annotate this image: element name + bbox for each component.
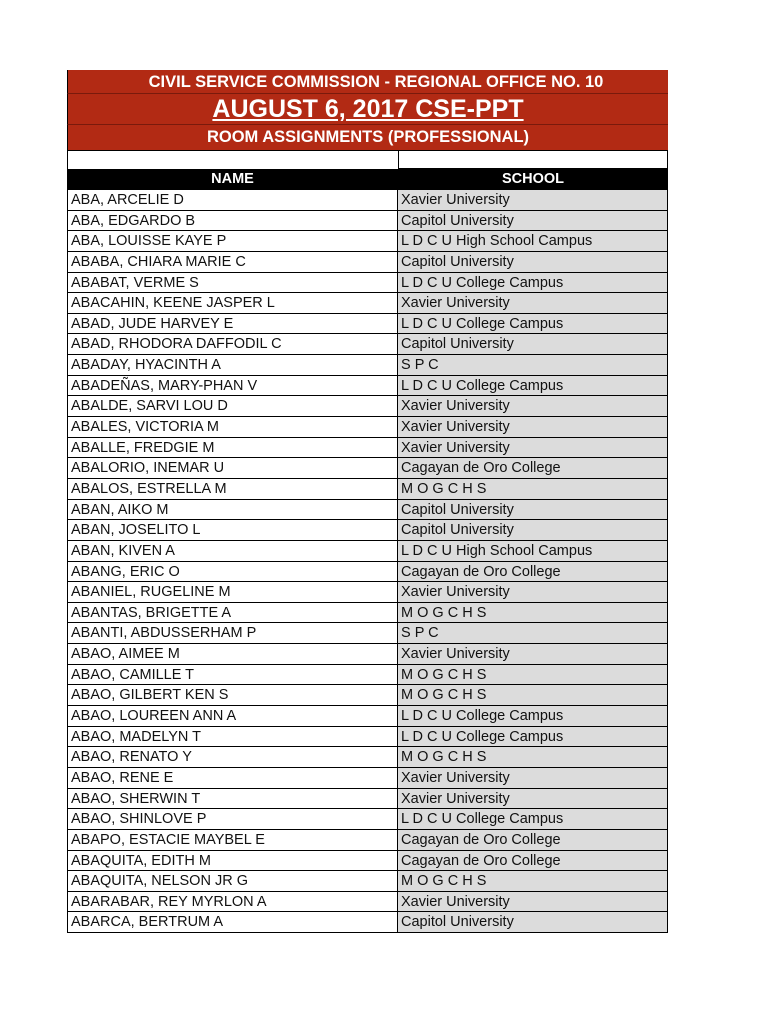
table-body xyxy=(67,190,668,933)
table-row xyxy=(68,603,668,624)
blank-row xyxy=(67,150,668,169)
table-row xyxy=(68,789,668,810)
school-cell: Xavier University xyxy=(398,789,668,809)
name-cell: ABAQUITA, NELSON JR G xyxy=(68,871,398,891)
school-cell: M O G C H S xyxy=(398,479,668,499)
school-cell: Capitol University xyxy=(398,520,668,540)
school-cell: L D C U High School Campus xyxy=(398,541,668,561)
name-cell: ABANTI, ABDUSSERHAM P xyxy=(68,623,398,643)
school-cell: Xavier University xyxy=(398,892,668,912)
table-row xyxy=(68,252,668,273)
table-row xyxy=(68,417,668,438)
school-cell: Cagayan de Oro College xyxy=(398,830,668,850)
name-cell: ABAO, SHERWIN T xyxy=(68,789,398,809)
name-cell: ABAO, SHINLOVE P xyxy=(68,809,398,829)
name-cell: ABA, LOUISSE KAYE P xyxy=(68,231,398,251)
table-row xyxy=(68,871,668,892)
school-cell: Capitol University xyxy=(398,912,668,932)
name-cell: ABAN, JOSELITO L xyxy=(68,520,398,540)
school-cell: L D C U College Campus xyxy=(398,273,668,293)
name-cell: ABAO, CAMILLE T xyxy=(68,665,398,685)
school-cell: Xavier University xyxy=(398,644,668,664)
table-row xyxy=(68,851,668,872)
table-row xyxy=(68,830,668,851)
name-cell: ABAO, GILBERT KEN S xyxy=(68,685,398,705)
table-row xyxy=(68,355,668,376)
name-cell: ABAO, LOUREEN ANN A xyxy=(68,706,398,726)
column-header-school: SCHOOL xyxy=(501,171,565,187)
table-row xyxy=(68,231,668,252)
table-row xyxy=(68,644,668,665)
table-row xyxy=(68,665,668,686)
room-assignments-subtitle: ROOM ASSIGNMENTS (PROFESSIONAL) xyxy=(67,125,668,150)
name-cell: ABALOS, ESTRELLA M xyxy=(68,479,398,499)
name-cell: ABAO, RENATO Y xyxy=(68,747,398,767)
school-cell: M O G C H S xyxy=(398,603,668,623)
school-cell: Cagayan de Oro College xyxy=(398,562,668,582)
column-header-name: NAME xyxy=(211,171,254,187)
name-cell: ABALES, VICTORIA M xyxy=(68,417,398,437)
table-row xyxy=(68,582,668,603)
table-row xyxy=(68,727,668,748)
school-cell: Xavier University xyxy=(398,768,668,788)
school-cell: Xavier University xyxy=(398,417,668,437)
table-row xyxy=(68,520,668,541)
school-cell: Cagayan de Oro College xyxy=(398,851,668,871)
table-row xyxy=(68,334,668,355)
name-cell: ABANG, ERIC O xyxy=(68,562,398,582)
table-row xyxy=(68,562,668,583)
name-cell: ABAD, RHODORA DAFFODIL C xyxy=(68,334,398,354)
table-row xyxy=(68,623,668,644)
exam-date-title: AUGUST 6, 2017 CSE-PPT xyxy=(67,93,668,125)
name-cell: ABADEÑAS, MARY-PHAN V xyxy=(68,376,398,396)
school-cell: Xavier University xyxy=(398,582,668,602)
school-cell: S P C xyxy=(398,623,668,643)
name-cell: ABAPO, ESTACIE MAYBEL E xyxy=(68,830,398,850)
name-cell: ABAO, AIMEE M xyxy=(68,644,398,664)
organization-title: CIVIL SERVICE COMMISSION - REGIONAL OFFICE NO. 10 xyxy=(67,70,668,93)
name-cell: ABACAHIN, KEENE JASPER L xyxy=(68,293,398,313)
school-cell: L D C U College Campus xyxy=(398,727,668,747)
table-row xyxy=(68,438,668,459)
table-row xyxy=(68,479,668,500)
school-cell: L D C U College Campus xyxy=(398,376,668,396)
school-cell: Capitol University xyxy=(398,334,668,354)
school-cell: M O G C H S xyxy=(398,665,668,685)
name-cell: ABALORIO, INEMAR U xyxy=(68,458,398,478)
school-cell: M O G C H S xyxy=(398,871,668,891)
name-cell: ABAN, KIVEN A xyxy=(68,541,398,561)
name-cell: ABARABAR, REY MYRLON A xyxy=(68,892,398,912)
table-row xyxy=(68,293,668,314)
name-cell: ABA, EDGARDO B xyxy=(68,211,398,231)
blank-cell xyxy=(68,150,399,169)
name-cell: ABANIEL, RUGELINE M xyxy=(68,582,398,602)
table-row xyxy=(68,809,668,830)
table-row xyxy=(68,314,668,335)
name-cell: ABAO, RENE E xyxy=(68,768,398,788)
table-row xyxy=(68,541,668,562)
school-cell: Cagayan de Oro College xyxy=(398,458,668,478)
table-row xyxy=(68,396,668,417)
table-row xyxy=(68,458,668,479)
table-row xyxy=(68,706,668,727)
name-cell: ABAO, MADELYN T xyxy=(68,727,398,747)
school-cell: M O G C H S xyxy=(398,685,668,705)
table-header xyxy=(67,169,668,190)
school-cell: Capitol University xyxy=(398,211,668,231)
table-row xyxy=(68,190,668,211)
school-cell: S P C xyxy=(398,355,668,375)
school-cell: Capitol University xyxy=(398,500,668,520)
school-cell: Xavier University xyxy=(398,438,668,458)
school-cell: Xavier University xyxy=(398,396,668,416)
name-cell: ABAN, AIKO M xyxy=(68,500,398,520)
school-cell: M O G C H S xyxy=(398,747,668,767)
table-row xyxy=(68,892,668,913)
school-cell: Xavier University xyxy=(398,293,668,313)
school-cell: L D C U College Campus xyxy=(398,809,668,829)
spreadsheet xyxy=(67,70,668,933)
school-cell: L D C U College Campus xyxy=(398,706,668,726)
name-cell: ABANTAS, BRIGETTE A xyxy=(68,603,398,623)
name-cell: ABAD, JUDE HARVEY E xyxy=(68,314,398,334)
name-cell: ABABAT, VERME S xyxy=(68,273,398,293)
table-row xyxy=(68,211,668,232)
name-cell: ABAQUITA, EDITH M xyxy=(68,851,398,871)
table-row xyxy=(68,376,668,397)
school-cell: Capitol University xyxy=(398,252,668,272)
table-row xyxy=(68,747,668,768)
table-row xyxy=(68,273,668,294)
name-cell: ABARCA, BERTRUM A xyxy=(68,912,398,932)
name-cell: ABA, ARCELIE D xyxy=(68,190,398,210)
name-cell: ABALLE, FREDGIE M xyxy=(68,438,398,458)
name-cell: ABABA, CHIARA MARIE C xyxy=(68,252,398,272)
table-row xyxy=(68,912,668,933)
table-row xyxy=(68,500,668,521)
school-cell: L D C U High School Campus xyxy=(398,231,668,251)
table-row xyxy=(68,768,668,789)
blank-cell xyxy=(399,150,668,169)
school-cell: Xavier University xyxy=(398,190,668,210)
name-cell: ABADAY, HYACINTH A xyxy=(68,355,398,375)
table-row xyxy=(68,685,668,706)
school-cell: L D C U College Campus xyxy=(398,314,668,334)
name-cell: ABALDE, SARVI LOU D xyxy=(68,396,398,416)
